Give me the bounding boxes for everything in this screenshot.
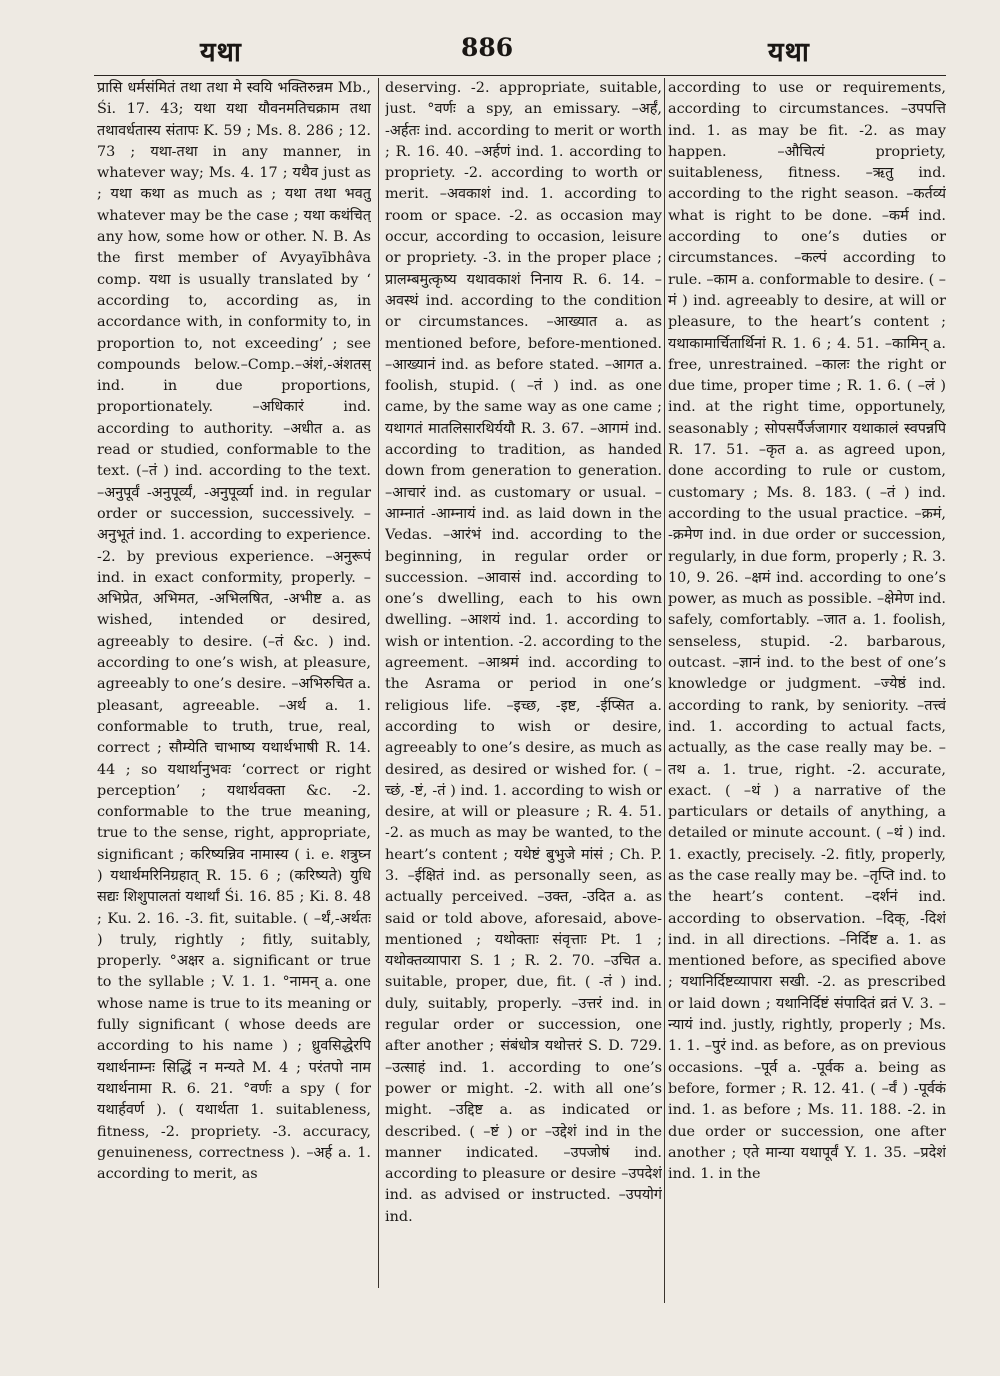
column-divider-1 <box>378 78 379 1288</box>
page-header <box>0 30 1000 70</box>
header-rule <box>94 75 946 76</box>
right-running-headword: यथा <box>768 37 810 68</box>
column-1 <box>97 78 371 1303</box>
left-running-headword: यथा <box>200 37 242 68</box>
column-3-text: according to use or requirements, according to circumstances. –उपपत्ति ind. 1. as may be fit. -2. as may happen. –औचित्यं propriety, suitableness, fitness. –ऋतु ind. according to the right season. –कर्तव्यं what is right to be done. –कर्म ind. according to one’s duties or circumstances. –कल्पं according to rule. –काम a. conformable to desire. ( –मं ) ind. agreeably to desire, at will or pleasure, to the heart’s content ; यथाकामार्चितार्थिनां R. 1. 6 ; 4. 51. –कामिन् a. free, unrestrained. –कालः the right or due time, proper time ; R. 1. 6. ( –लं ) ind. at the right time, opportunely, seasonably ; सोपसर्पैर्जजागार यथाकालं स्वपन्नपि R. 17. 51. –कृत a. as agreed upon, done according to rule or custom, customary ; Ms. 8. 183. ( –तं ) ind. according to the usual practice. –क्रमं, -क्रमेण ind. in due order or succession, regularly, in due form, properly ; R. 3. 10, 9. 26. –क्षमं ind. according to one’s power, as much as possible. –क्षेमेण ind. safely, comfortably. –जात a. 1. foolish, senseless, stupid. -2. barbarous, outcast. –ज्ञानं ind. to the best of one’s knowledge or judgment. –ज्येष्ठं ind. according to rank, by seniority. –तत्त्वं ind. 1. according to actual facts, actually, as the case really may be. –तथ a. 1. true, right. -2. accurate, exact. ( –थं ) a narrative of the particulars or details of anything, a detailed or minute account. ( –थं ) ind. 1. exactly, precisely. -2. fitly, properly, as the case really may be. –तृप्ति ind. to the heart’s content. –दर्शनं ind. according to observation. –दिक्, -दिशं ind. in all directions. –निर्दिष्ट a. 1. as mentioned before, as specified above ; यथानिर्दिष्टव्यापारा सखी. -2. as prescribed or laid down ; यथानिर्दिष्टं संपादितं व्रतं V. 3. –न्यायं ind. justly, rightly, properly ; Ms. 1. 1. –पुरं ind. as before, as on previous occasions. –पूर्व a. -पूर्वक a. being as before, former ; R. 12. 41. ( –र्वं ) -पूर्वकं ind. 1. as before ; Ms. 11. 188. -2. in due order or succession, one after another ; एते मान्या यथापूर्वं Y. 1. 35. –प्रदेशं ind. 1. in the <box>668 80 946 1183</box>
column-1-text: प्रासि धर्मसंमितं तथा तथा मे स्वयि भक्तिरुन्नम Mb., Śi. 17. 43; यथा यथा यौवनमतिचक्राम तथा तथावर्धतास्य संतापः K. 59 ; Ms. 8. 286 ; 12. 73 ; यथा-तथा in any manner, in whatever way; Ms. 4. 17 ; यथैव just as ; यथा कथा as much as ; यथा तथा भवतु whatever may be the case ; यथा कथंचित् any how, some how or other. N. B. As the first member of Avyayībhâva comp. यथा is usually translated by ‘ according to, according as, in accordance with, in conformity to, in proportion to, not exceeding’ ; see compounds below.–Comp.–अंशं,-अंशतस् ind. in due proportions, proportionately. –अधिकारं ind. according to authority. –अधीत a. as read or studied, conformable to the text. (–तं ) ind. according to the text. –अनुपूर्वं -अनुपूर्व्यं, -अनुपूर्व्या ind. in regular order or succession, successively. –अनुभूतं ind. 1. according to experience. -2. by previous experience. –अनुरूपं ind. in exact conformity, properly. –अभिप्रेत, अभिमत, -अभिलषित, -अभीष्ट a. as wished, intended or desired, agreeably to desire. (–तं &c. ) ind. according to one’s wish, at pleasure, agreeably to one’s desire. –अभिरुचित a. pleasant, agreeable. –अर्थ a. 1. conformable to truth, true, real, correct ; सौम्येति चाभाष्य यथार्थभाषी R. 14. 44 ; so यथार्थानुभवः ‘correct or right perception’ ; यथार्थवक्ता &c. -2. conformable to the true meaning, true to the sense, right, appropriate, significant ; करिष्यन्निव नामास्य ( i. e. शत्रुघ्न ) यथार्थमरिनिग्रहात् R. 15. 6 ; (करिष्यते) युधि सद्यः शिशुपालतां यथार्थां Śi. 16. 85 ; Ki. 8. 48 ; Ku. 2. 16. -3. fit, suitable. ( –र्थं,-अर्थतः ) truly, rightly ; fitly, suitably, properly. °अक्षर a. significant or true to the syllable ; V. 1. 1. °नामन् a. one whose name is true to its meaning or fully significant ( whose deeds are according to his name ) ; ध्रुवसिद्धेरपि यथार्थनाम्नः सिद्धिं न मन्यते M. 4 ; परंतपो नाम यथार्थनामा R. 6. 21. °वर्णः a spy ( for यथार्हवर्ण ). ( यथार्थता 1. suitableness, fitness, -2. propriety. -3. accuracy, genuineness, correctness ). –अर्ह a. 1. according to merit, as <box>97 80 371 1183</box>
page-number: 886 <box>461 33 514 62</box>
column-divider-2 <box>664 78 665 1303</box>
column-2 <box>385 78 662 1303</box>
column-2-text: deserving. -2. appropriate, suitable, just. °वर्णः a spy, an emissary. –अर्हं, -अर्हतः ind. according to merit or worth ; R. 16. 40. –अर्हणं ind. 1. according to propriety. -2. according to worth or merit. –अवकाशं ind. 1. according to room or space. -2. as occasion may occur, according to occasion, leisure or propriety. -3. in the proper place ; प्रालम्बमुत्कृष्य यथावकाशं निनाय R. 6. 14. –अवस्थं ind. according to the condition or circumstances. –आख्यात a. as mentioned before, before-mentioned. –आख्यानं ind. as before stated. –आगत a. foolish, stupid. ( –तं ) ind. as one came, by the same way as one came ; यथागतं मातलिसारथिर्ययौ R. 3. 67. –आगमं ind. according to tradition, as handed down from generation to generation. –आचारं ind. as customary or usual. –आम्नातं -आम्नायं ind. as laid down in the Vedas. –आरंभं ind. according to the beginning, in regular order or succession. –आवासं ind. according to one’s dwelling, each to his own dwelling. –आशयं ind. 1. according to wish or intention. -2. according to the agreement. –आश्रमं ind. according to the Asrama or period in one’s religious life. –इच्छ, -इष्ट, -ईप्सित a. according to wish or desire, agreeably to one’s desire, as much as desired, as desired or wished for. ( –च्छं, -ष्टं, -तं ) ind. 1. according to wish or desire, at will or pleasure ; R. 4. 51. -2. as much as may be wanted, to the heart’s content ; यथेष्टं बुभुजे मांसं ; Ch. P. 3. –ईक्षितं ind. as personally seen, as actually perceived. –उक्त, -उदित a. as said or told above, aforesaid, above-mentioned ; यथोक्ताः संवृत्ताः Pt. 1 ; यथोक्तव्यापारा S. 1 ; R. 2. 70. –उचित a. suitable, proper, due, fit. ( -तं ) ind. duly, suitably, properly. –उत्तरं ind. in regular order or succession, one after another ; संबंधोत्र यथोत्तरं S. D. 729. –उत्साहं ind. 1. according to one’s power or might. -2. with all one’s might. –उद्दिष्ट a. as indicated or described. ( –ष्टं ) or –उद्देशं ind in the manner indicated. –उपजोषं ind. according to pleasure or desire –उपदेशं ind. as advised or instructed. –उपयोगं ind. <box>385 80 662 1225</box>
column-3 <box>668 78 946 1303</box>
